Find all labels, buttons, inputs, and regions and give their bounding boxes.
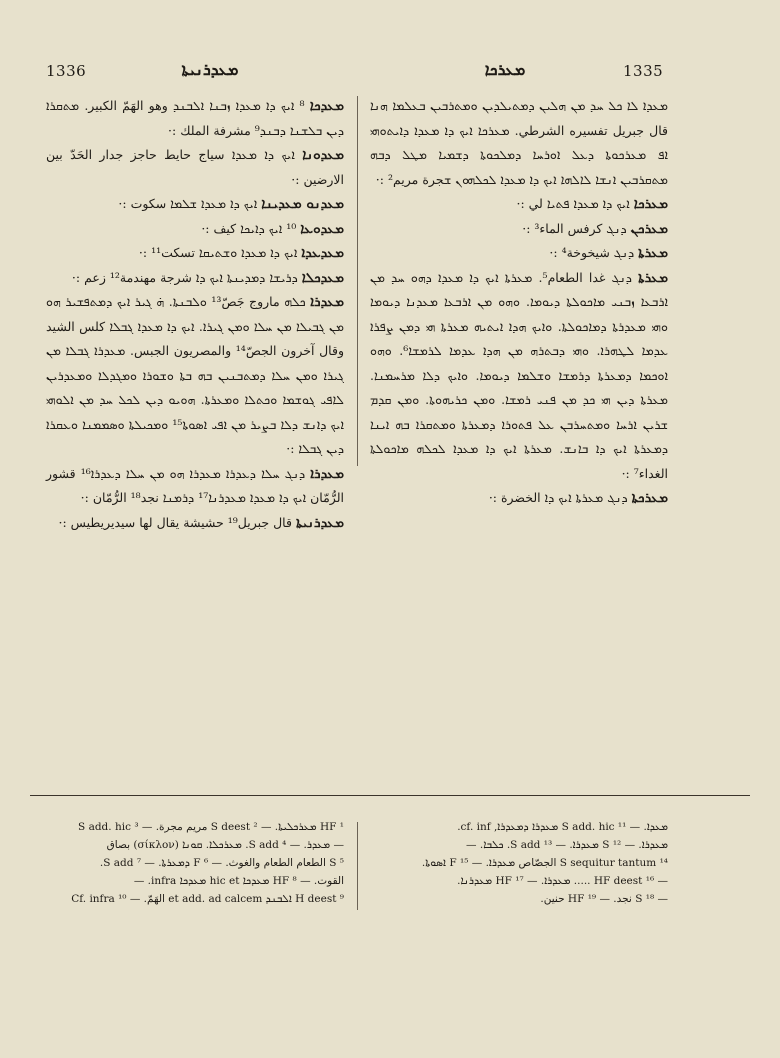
dictionary-entry [46,241,344,266]
entry-lemma: ܡܥܪܟܢ [630,220,668,237]
entry-lemma: ܡܥܕܪܐ [310,294,345,310]
entry-lemma: ܡܥܕܘܢܐ [302,147,344,163]
entry-text: ܟܠܗ ماروج جَصّ¹³ ܘܠܒܢܬܐ. ܗ̇ ܓܝܪ ܐܝܟ ܕܡܬܦܫܝܪ ܗܘ ܡܢ ܓܒܝܠܐ ܡܢ ܚܠܐ ܘܡܢ ܓܝܪܐ. ܐܝܟ ܕܐ ܡܥܕܐ ܓܒܠܐ كلس الشيد وقال آخرون الجصّ¹⁴ والمصريون الجبس. ܡܥܕܪܐ ܓܒܠܐ ܡܢ ܓܝܪܐ ܘܡܢ ܚܠܐ ܕܡܬܒܢܝܢ ܒܗ ܒܬܐ ܘܫܘܪܐ ܘܡܓܕܠܐ ܘܡܥܕܪܝܢ ܠܐܦܝ ܓܘܫܡܐ ܘܟܬܠܐ ܘܡܥܪܬܐ. ܗܘܝܘ ܕܝܢ ܠܟܠ ܚܕ ܡܢ ܐܠܘܗܝ ܐܝܟ ܕܐܢܫ ܕܠܐ ܒܨܝܪ ܡܢ ܐܦܝ ܐܣܘܬܐ¹⁵ ܘܡܟܝܠܬܐ ܘܣܡܡܢܐ ܘܥܩܪܐ ܕܝܢ ܓܒܠܐ :· [46,294,345,456]
dictionary-entry [46,94,344,143]
entry-lemma: ܡܥܕܪܢܝܬܐ [295,514,344,531]
dictionary-entry [370,217,668,242]
entry-lemma: ܡܥܪܬܐ [638,245,668,261]
entry-text: ¹⁰ ܐܝܟ ܕܐܝܟܐ كيف :· [201,220,297,236]
footnote-line: القوت. — ⁸ HF ܡܥܕܟܐ hic et ܡܥܕܟܐ infra. — [133,875,344,887]
footnotes-right [368,818,668,908]
entry-lemma: ܡܥܪܟܬܐ [631,490,668,506]
footnote-line: ¹ HF ܡܥܪܟܠܝܬܐ. — ² S deest مريم مجرة. — ³ S add. hic [78,821,344,833]
entry-text: ܕܢܓ غدا الطعام⁵. ܡܥܪܬܐ ܐܝܟ ܕܐ ܡܥܕܐ ܕܗܘ ܚܕ ܡܢ ܐܪܒܥܐ ܙܒܢܝ ܡܐܟܘܠܬܐ ܕܝܘܡܐ. ܘܗܘ ܡܢ ܐܪܒܥܐ ܡܥܕܢܐ ܕܝܘܡܐ ܘܗܝ ܡܥܕܪܬܐ ܕܡܐܟܘܠܬܐ. ܘܐܝܟ ܗܕܐ ܐܝܬܝܗ ܡܥܪܬܐ ܗܝ ܕܡܢ ܨܦܪܐ ܥܕܡܐ ܠܛܗܪܐ. ܘܗܝ ܕܒܬܪܗ ܡܢ ܗܕܐ ܥܕܡܐ ܠܪܡܫܐ⁶. ܘܗܘ ܐܘܟܡܐ ܕܡܥܪܬܐ ܕܪܡܫܐ ܘܫܠܡܐ ܕܝܘܡܐ. ܘܐܝܟ ܕܠܐ ܡܪܚܡܢܐ. ܡܥܪܬܐ ܕܝܢ ܗܝ ܟܕ ܡܢ ܦܢܝ ܪܡܫܐ. ܘܡܢ ܟܪܝܗܘܬܐ. ܘܡܢ ܩܕܡ ܫܪܝܢ ܐܪܚܐ ܘܡܬܚܪܒܢ ܥܠ ܦܬܘܪܐ ܕܡܥܪܬܐ ܘܡܬܩܪܐ ܒܗ ܐܝܢܐ ܕܡܥܪܬܐ ܐܝܟ ܕܐ ܒܐܢܫ. ܡܥܪܬܐ ܐܝܟ ܕܐ ܡܥܕܐ ܠܟܠܗ ܡܐܟܘܠܬܐ الغداء⁷ :· [370,269,668,481]
entry-lemma: ܡܥܕܢܘ ܡܥܕܝܢܐ [261,196,344,212]
footnote-divider [357,822,358,910]
entry-text: ܐܝܟ ܕܐ ܡܥܕܐ سياج حايط حاجز جدار الحَدّ بين الارضين :· [46,147,344,187]
footnote-rule [30,795,750,796]
entry-text: ⁸ ܐܝܟ ܕܐ ܡܥܕܐ ܙܒܢܐ ܐܠܒܢܕ وهو الهَمّ الكبير. ܡܬܩܪܐ ܕܝܢ ܒܠܫܢܐ ܕܒܢܕ⁹ مشرفة الملك :· [46,98,344,138]
entry-lemma: ܡܥܕܘܥܐ [300,220,344,237]
dictionary-entry [46,462,344,511]
dictionary-entry [46,290,344,462]
entry-text: ܕܢܓ شيخوخة⁴ :· [549,245,635,260]
footnote-line: — ܡܥܕܪ. — ⁴ S add. ܡܥܪܟܠܐ. ܩܘܢܐ (σίκλον) بصاق [106,839,344,851]
dictionary-entry [370,266,668,487]
left-column [46,94,345,531]
dictionary-entry [370,94,668,192]
entry-lemma: ܡܥܕܟܠܐ [301,269,344,286]
entry-text: ܕܪܝܫܐ ܕܡܕܝܢܬܐ ܐܝܟ ܕܐ شرجة مهندمة¹² زعم :· [71,269,298,285]
entry-lemma: ܡܥܕܟܐ [309,98,344,114]
dictionary-entry [46,192,344,217]
footnote-line: ⁵ S الطعام الطعام والغوث. — ⁶ F ܕܡܥܪܬܐ. — ⁷ S add. [99,857,344,869]
entry-text: قال جبريل¹⁹ حشيشة يقال لها سيديريطيس :· [58,514,292,530]
footnote-line: — ¹⁶ HF deest ..... ܡܥܕܪܐ. — ¹⁷ HF ܡܥܕܪܢܐ. [457,875,668,887]
entry-lemma: ܡܥܪܬܐ [638,269,668,286]
dictionary-entry [370,192,668,217]
dictionary-entry [46,266,344,291]
dictionary-entry [46,143,344,192]
entry-text: ܕܢܓ ܚܠܐ ܕܥܕܪܐ ܡܥܕܪܐ ܗܘ ܡܢ ܚܠܐ ܕܥܕܪܐ¹⁶ قشور الرُّمّان ܐܝܟ ܕܐ ܡܥܕܐ ܡܥܕܪܢܐ¹⁷ ܕܪܡܢܐ نجد¹⁸ الرُّمّان :· [46,465,344,505]
footnote-line: ⁹ H deest ܐܠܒܢܕ et add. ad calcem الهَمّ. — ¹⁰ Cf. infra [71,893,344,905]
entry-text: ܐܝܟ ܕܐ ܡܥܕܐ ܫܠܡܐ سكوت :· [118,196,258,211]
footnote-line: ܡܥܕܐ. — ¹¹ S add. hic ܡܥܕܪܐ ܕܡܥܕܪܐ, cf. inf. [457,821,668,833]
left-page-number: 1336 [46,62,87,80]
footnote-line: ܡܥܕܪܐ. — ¹² S ܡܥܕܪܐ. — ¹³ S add. ܟܠܒܐ. — [466,839,668,851]
entry-text: ܐܝܟ ܕܐ ܡܥܕܐ ܘܫܬܝܩܐ تسكت¹¹ :· [138,245,298,260]
entry-text: ܕܢܓ ܡܥܪܬܐ ܐܝܟ ܕܐ الخضرة :· [488,490,628,505]
entry-text: ܡܥܕܐ ܠܐ ܟܠ ܚܕ ܡܢ ܗܠܝܢ ܕܡܬܝܠܕܝܢ ܘܡܬܪܒܝܢ ܒܥܠܡܐ ܗܢܐ قال جبريل تفسيره الشرطي. ܡܥܪܟܐ ܐܝܟ ܕܐ ܡܥܕܐ ܕܐܝܬܘܗܝ ܐܦ ܡܥܪܟܘܬܐ ܕܥܠ ܐܘܪܚܐ ܕܡܠܟܘܬܐ ܕܫܡܝܐ ܡܛܠ ܕܒܗ ܡܬܩܪܒܝܢ ܐܢܫܐ ܠܐܠܗܐ ܐܝܟ ܕܐ ܡܥܕܐ ܠܟܠܗܘܢ ܫجرة مريم² :· [370,98,668,187]
footnotes-left [46,818,344,908]
dictionary-entry [46,217,344,242]
right-column [370,94,668,506]
column-divider [357,96,358,466]
dictionary-entry [46,511,344,536]
right-running-head: ܡܥܪܟܐ [484,60,526,79]
entry-text: ܐܝܟ ܕܐ ܡܥܕܐ ܦܬܝܐ لي :· [516,196,630,211]
entry-lemma: ܡܥܕܪܐ [310,465,344,482]
left-running-head: ܡܥܕܪܢܝܬܐ [181,60,239,79]
dictionary-entry [370,486,668,511]
entry-lemma: ܡܥܕܥܕܐ [301,245,344,261]
footnote-line: ¹⁴ S sequitur tantum الجصّاص ܡܥܕܪܐ. — ¹⁵ F ܐܣܘܬܐ. [421,857,668,869]
dictionary-entry [370,241,668,266]
entry-lemma: ܡܥܪܟܐ [633,196,668,212]
right-page-number: 1335 [623,62,664,80]
entry-text: ܕܢܓ كرفس الماء³ :· [522,220,627,236]
footnote-line: — ¹⁸ S نجد. — ¹⁹ HF حنين. [540,893,668,905]
